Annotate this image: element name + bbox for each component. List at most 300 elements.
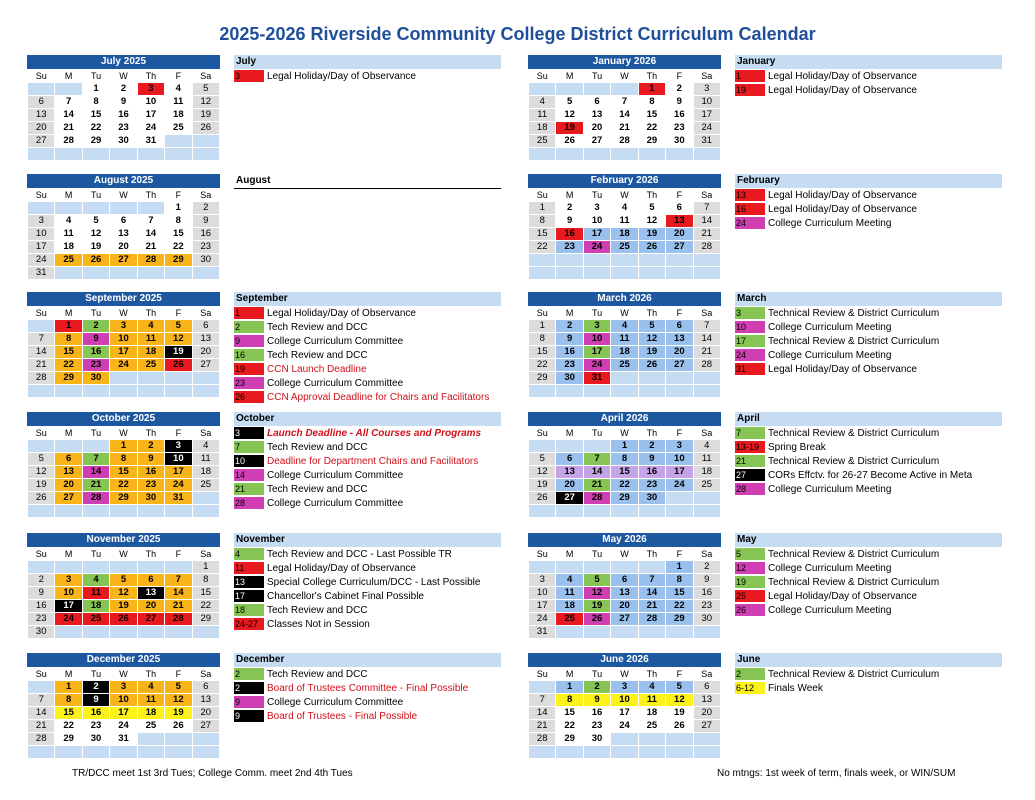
weekday-header: Su [529,307,556,320]
weekday-header: Sa [693,427,720,440]
weekday-header: Tu [82,70,109,83]
legend-text: CCN Launch Deadline [267,363,367,375]
empty-cell [693,746,720,759]
legend-entry [234,376,501,390]
day-cell: 13 [583,109,610,122]
day-cell: 25 [82,613,109,626]
day-cell: 24 [110,720,137,733]
legend-text: Tech Review and DCC [267,668,368,680]
day-cell: 12 [638,333,665,346]
empty-cell [82,440,109,453]
weekday-header: Sa [192,668,219,681]
legend-swatch: 24 [735,349,765,361]
day-cell: 9 [583,694,610,707]
day-cell: 10 [110,333,137,346]
empty-cell [583,746,610,759]
day-cell: 2 [556,202,583,215]
weekday-header: Th [638,427,665,440]
legend-title: November [234,533,501,547]
day-cell: 18 [693,466,720,479]
weekday-header: F [165,307,192,320]
legend-text: Technical Review & District Curriculum [768,427,940,439]
day-cell: 1 [638,83,665,96]
empty-cell [28,681,55,694]
day-cell: 16 [82,707,109,720]
legend-text: College Curriculum Meeting [768,604,892,616]
legend-entry [234,617,501,631]
month-calendar [27,533,220,639]
legend-text: College Curriculum Committee [267,469,404,481]
day-cell: 31 [28,267,55,280]
day-cell: 17 [165,466,192,479]
empty-cell [110,626,137,639]
day-cell: 31 [529,626,556,639]
legend-swatch: 9 [234,696,264,708]
month-title: November 2025 [27,533,220,547]
legend-swatch: 17 [735,335,765,347]
day-cell: 29 [55,733,82,746]
empty-cell [529,385,556,398]
day-cell: 15 [55,707,82,720]
day-cell: 25 [529,135,556,148]
legend-entry [735,306,1002,320]
day-cell: 11 [165,96,192,109]
day-cell: 12 [192,96,219,109]
day-cell: 7 [165,574,192,587]
empty-cell [583,561,610,574]
day-cell: 15 [82,109,109,122]
empty-cell [556,746,583,759]
day-cell: 19 [28,479,55,492]
legend-entry [735,362,1002,376]
day-cell: 22 [529,359,556,372]
day-cell: 17 [611,707,638,720]
month-title: July 2025 [27,55,220,69]
weekday-header: F [165,70,192,83]
legend-text: Technical Review & District Curriculum [768,455,940,467]
day-cell: 28 [693,359,720,372]
day-cell: 24 [55,613,82,626]
month-legend [234,412,501,510]
empty-cell [192,505,219,518]
day-cell: 20 [693,707,720,720]
day-cell: 2 [192,202,219,215]
empty-cell [192,492,219,505]
day-cell: 14 [693,333,720,346]
day-cell: 26 [192,122,219,135]
legend-entry [735,188,1002,202]
weekday-header: Su [529,427,556,440]
day-cell: 31 [137,135,164,148]
legend-text: Technical Review & District Curriculum [768,307,940,319]
day-cell: 11 [55,228,82,241]
empty-cell [693,148,720,161]
day-cell: 14 [137,228,164,241]
legend-entry [735,468,1002,482]
day-cell: 22 [638,122,665,135]
legend-swatch: 31 [735,363,765,375]
weekday-header: M [55,307,82,320]
day-cell: 4 [137,320,164,333]
day-cell: 1 [556,681,583,694]
empty-cell [28,505,55,518]
day-cell: 19 [583,600,610,613]
day-cell: 25 [137,359,164,372]
day-cell: 21 [28,720,55,733]
day-cell: 29 [666,613,693,626]
day-cell: 15 [192,587,219,600]
day-cell: 5 [110,574,137,587]
legend-entry [735,589,1002,603]
empty-cell [137,372,164,385]
day-cell: 20 [28,122,55,135]
empty-cell [611,83,638,96]
day-cell: 29 [556,733,583,746]
day-cell: 31 [693,135,720,148]
month-title: January 2026 [528,55,721,69]
weekday-header: Su [28,307,55,320]
day-cell: 6 [137,574,164,587]
legend-swatch: 7 [735,427,765,439]
empty-cell [110,267,137,280]
day-cell: 6 [583,96,610,109]
empty-cell [137,148,164,161]
day-cell: 7 [28,333,55,346]
day-cell: 5 [638,320,665,333]
month-title: February 2026 [528,174,721,188]
legend-text: Classes Not in Session [267,618,370,630]
day-cell: 7 [28,694,55,707]
weekday-header: W [611,70,638,83]
day-cell: 11 [82,587,109,600]
empty-cell [666,746,693,759]
legend-entry [234,575,501,589]
day-cell: 13 [192,694,219,707]
legend-text: Legal Holiday/Day of Observance [267,70,416,82]
day-cell: 9 [693,574,720,587]
day-cell: 21 [28,359,55,372]
day-cell: 17 [137,109,164,122]
empty-cell [529,681,556,694]
empty-cell [666,626,693,639]
day-cell: 3 [165,440,192,453]
legend-text: Spring Break [768,441,826,453]
empty-cell [638,505,665,518]
day-cell: 30 [192,254,219,267]
day-cell: 11 [556,587,583,600]
legend-entry [735,667,1002,681]
month-title: December 2025 [27,653,220,667]
day-cell: 23 [556,359,583,372]
legend-swatch: 16 [234,349,264,361]
day-cell: 12 [556,109,583,122]
empty-cell [110,372,137,385]
legend-swatch: 23 [234,377,264,389]
day-cell: 13 [666,333,693,346]
day-cell: 5 [165,320,192,333]
day-cell: 19 [529,479,556,492]
month-calendar [27,174,220,280]
legend-title: April [735,412,1002,426]
weekday-header: M [55,427,82,440]
legend-title: December [234,653,501,667]
empty-cell [556,267,583,280]
day-cell: 20 [55,479,82,492]
empty-cell [638,733,665,746]
empty-cell [137,505,164,518]
day-cell: 28 [82,492,109,505]
day-cell: 17 [583,346,610,359]
day-cell: 12 [529,466,556,479]
day-cell: 26 [28,492,55,505]
day-cell: 14 [583,466,610,479]
empty-cell [611,385,638,398]
legend-swatch: 24 [735,217,765,229]
day-cell: 5 [529,453,556,466]
legend-text: College Curriculum Committee [267,377,404,389]
legend-swatch: 28 [234,497,264,509]
legend-swatch: 27 [735,469,765,481]
day-cell: 18 [55,241,82,254]
day-cell: 3 [583,202,610,215]
legend-entry [234,362,501,376]
empty-cell [611,267,638,280]
empty-cell [55,385,82,398]
legend-swatch: 14 [234,469,264,481]
weekday-header: Su [28,427,55,440]
legend-swatch: 2 [735,668,765,680]
weekday-header: M [556,668,583,681]
day-cell: 28 [583,492,610,505]
day-cell: 8 [110,453,137,466]
day-cell: 24 [693,122,720,135]
legend-text: Chancellor's Cabinet Final Possible [267,590,424,602]
day-cell: 24 [583,359,610,372]
day-cell: 3 [110,320,137,333]
weekday-header: Th [137,189,164,202]
day-cell: 23 [82,359,109,372]
day-cell: 25 [638,720,665,733]
day-cell: 25 [137,720,164,733]
month-calendar [528,653,721,759]
legend-swatch: 18 [234,604,264,616]
legend-entry [735,575,1002,589]
weekday-header: Sa [693,70,720,83]
empty-cell [137,561,164,574]
day-cell: 8 [529,333,556,346]
empty-cell [529,83,556,96]
day-cell: 11 [693,453,720,466]
legend-text: Finals Week [768,682,823,694]
day-cell: 14 [638,587,665,600]
weekday-header: Tu [583,668,610,681]
weekday-header: Sa [192,427,219,440]
day-cell: 13 [28,109,55,122]
month-calendar [528,174,721,280]
day-cell: 27 [192,720,219,733]
day-cell: 26 [556,135,583,148]
legend-swatch: 13 [234,576,264,588]
weekday-header: W [110,70,137,83]
day-cell: 19 [666,707,693,720]
legend-title: March [735,292,1002,306]
day-cell: 28 [638,613,665,626]
day-cell: 9 [82,694,109,707]
empty-cell [82,561,109,574]
empty-cell [529,148,556,161]
legend-text: Technical Review & District Curriculum [768,668,940,680]
month-legend [735,412,1002,496]
weekday-header: W [110,307,137,320]
month-calendar [27,55,220,161]
day-cell: 30 [638,492,665,505]
day-cell: 1 [611,440,638,453]
empty-cell [28,561,55,574]
day-cell: 3 [28,215,55,228]
day-cell: 4 [638,681,665,694]
day-cell: 15 [529,346,556,359]
legend-text: Legal Holiday/Day of Observance [768,189,917,201]
day-cell: 12 [165,694,192,707]
day-cell: 10 [165,453,192,466]
day-cell: 2 [110,83,137,96]
legend-swatch: 19 [735,576,765,588]
weekday-header: Tu [583,70,610,83]
day-cell: 3 [137,83,164,96]
legend-entry [735,69,1002,83]
day-cell: 23 [583,720,610,733]
empty-cell [611,746,638,759]
empty-cell [82,202,109,215]
day-cell: 29 [529,372,556,385]
day-cell: 7 [693,320,720,333]
empty-cell [55,202,82,215]
day-cell: 30 [666,135,693,148]
empty-cell [583,505,610,518]
legend-swatch: 19 [735,84,765,96]
empty-cell [165,135,192,148]
weekday-header: Th [638,70,665,83]
day-cell: 16 [556,346,583,359]
weekday-header: Sa [693,548,720,561]
day-cell: 6 [192,681,219,694]
day-cell: 29 [165,254,192,267]
empty-cell [165,148,192,161]
day-cell: 20 [611,600,638,613]
empty-cell [611,148,638,161]
weekday-header: Sa [693,189,720,202]
empty-cell [693,492,720,505]
day-cell: 30 [28,626,55,639]
weekday-header: Tu [82,668,109,681]
day-cell: 26 [583,613,610,626]
day-cell: 16 [28,600,55,613]
legend-swatch: 5 [735,548,765,560]
legend-entry [234,695,501,709]
month-calendar [27,292,220,398]
empty-cell [638,148,665,161]
weekday-header: Su [28,189,55,202]
empty-cell [666,267,693,280]
empty-cell [192,267,219,280]
day-cell: 8 [55,694,82,707]
day-cell: 10 [28,228,55,241]
day-cell: 24 [666,479,693,492]
day-cell: 14 [611,109,638,122]
legend-swatch: 1 [735,70,765,82]
day-cell: 10 [137,96,164,109]
legend-text: Tech Review and DCC [267,321,368,333]
day-cell: 3 [529,574,556,587]
weekday-header: Th [137,668,164,681]
empty-cell [666,505,693,518]
legend-entry [234,482,501,496]
legend-swatch: 17 [234,590,264,602]
weekday-header: W [611,307,638,320]
weekday-header: W [110,548,137,561]
day-cell: 1 [55,681,82,694]
day-cell: 23 [693,600,720,613]
legend-swatch: 3 [735,307,765,319]
empty-cell [28,385,55,398]
day-cell: 9 [666,96,693,109]
day-cell: 8 [556,694,583,707]
legend-swatch: 9 [234,335,264,347]
day-cell: 23 [137,479,164,492]
day-cell: 25 [55,254,82,267]
legend-entry [234,681,501,695]
legend-entry [234,547,501,561]
month-legend [234,55,501,83]
legend-swatch: 24-27 [234,618,264,630]
weekday-header: Su [529,548,556,561]
day-cell: 25 [611,241,638,254]
empty-cell [165,626,192,639]
day-cell: 6 [611,574,638,587]
empty-cell [529,746,556,759]
legend-swatch: 10 [234,455,264,467]
day-cell: 10 [611,694,638,707]
empty-cell [82,267,109,280]
day-cell: 13 [192,333,219,346]
day-cell: 28 [55,135,82,148]
day-cell: 26 [110,613,137,626]
empty-cell [666,385,693,398]
weekday-header: F [165,548,192,561]
day-cell: 8 [529,215,556,228]
empty-cell [638,561,665,574]
empty-cell [693,385,720,398]
empty-cell [556,440,583,453]
legend-entry [234,426,501,440]
empty-cell [693,626,720,639]
day-cell: 7 [638,574,665,587]
empty-cell [556,148,583,161]
empty-cell [611,505,638,518]
day-cell: 16 [693,587,720,600]
weekday-header: Sa [693,307,720,320]
empty-cell [110,148,137,161]
legend-text: Legal Holiday/Day of Observance [768,70,917,82]
day-cell: 17 [529,600,556,613]
day-cell: 6 [556,453,583,466]
empty-cell [529,267,556,280]
day-cell: 10 [693,96,720,109]
day-cell: 12 [666,694,693,707]
day-cell: 5 [82,215,109,228]
legend-title: May [735,533,1002,547]
day-cell: 21 [611,122,638,135]
